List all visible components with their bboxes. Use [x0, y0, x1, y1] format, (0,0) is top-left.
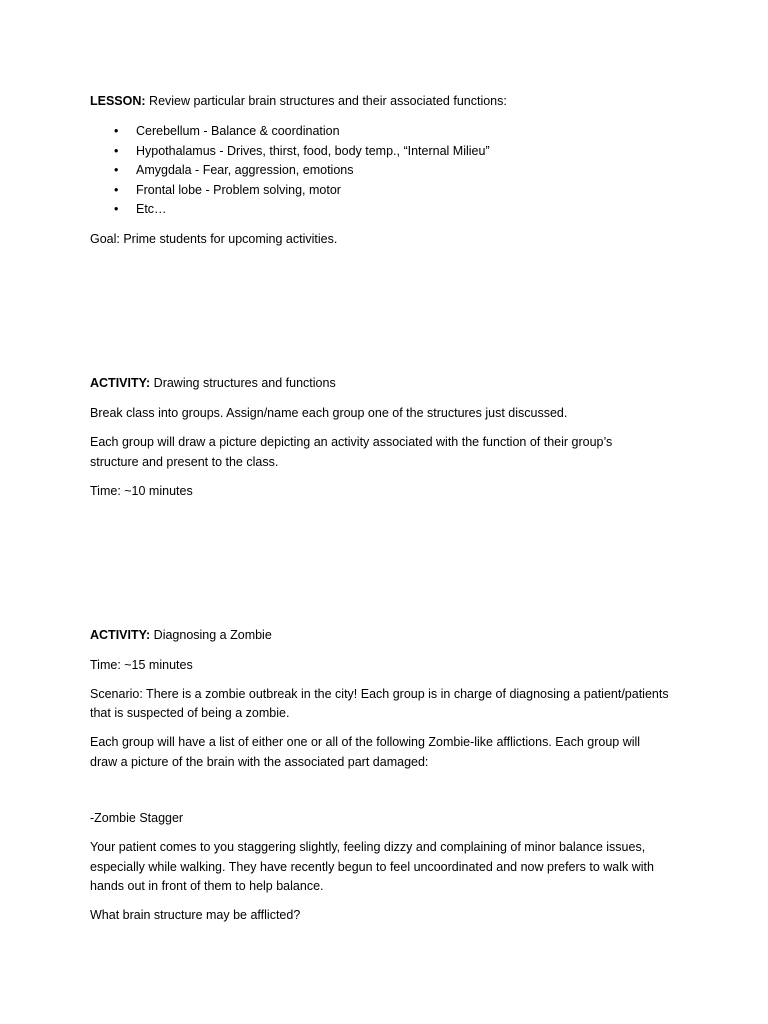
brain-structures-list [90, 121, 490, 219]
list-item [90, 121, 490, 141]
bullet-icon: • [114, 202, 119, 216]
list-item-text: Etc… [136, 202, 167, 216]
list-item [90, 141, 490, 161]
zombie-stagger-question: What brain structure may be afflicted? [90, 908, 301, 922]
activity2-scenario-line2: that is suspected of being a zombie. [90, 706, 290, 720]
bullet-icon: • [114, 124, 119, 138]
lesson-goal: Goal: Prime students for upcoming activities. [90, 232, 338, 246]
activity2-heading [90, 625, 690, 645]
activity2-list-line1: Each group will have a list of either one or all of the following Zombie-like afflictions. Each group will [90, 735, 641, 749]
activity2-title: Diagnosing a Zombie [150, 628, 272, 642]
lesson-label: LESSON: [90, 94, 146, 108]
activity2-time: Time: ~15 minutes [90, 658, 193, 672]
zombie-stagger-heading: -Zombie Stagger [90, 811, 184, 825]
list-item-text: Frontal lobe - Problem solving, motor [136, 182, 341, 197]
document-page [90, 0, 690, 1024]
zombie-stagger-line2: especially while walking. They have recently begun to feel uncoordinated and now prefers to walk with [90, 860, 654, 874]
lesson-heading [90, 91, 690, 111]
list-item [90, 180, 490, 200]
list-item-text: Amygdala - Fear, aggression, emotions [136, 163, 354, 177]
activity2-list-line2: draw a picture of the brain with the associated part damaged: [90, 755, 429, 769]
list-item-text: Cerebellum - Balance & coordination [136, 124, 340, 138]
list-item-text: Hypothalamus - Drives, thirst, food, body temp., “Internal Milieu” [136, 143, 490, 158]
list-item [90, 199, 490, 219]
zombie-stagger-line1: Your patient comes to you staggering slightly, feeling dizzy and complaining of minor balance issues, [90, 840, 646, 854]
activity2-label: ACTIVITY: [90, 628, 151, 642]
activity1-instructions-line1: Each group will draw a picture depicting an activity associated with the function of their group’s [90, 435, 613, 449]
activity1-heading [90, 373, 690, 393]
activity1-groups-text: Break class into groups. Assign/name each group one of the structures just discussed. [90, 406, 568, 420]
activity1-label: ACTIVITY: [90, 376, 151, 390]
activity2-scenario-line1: Scenario: There is a zombie outbreak in the city! Each group is in charge of diagnosing a patient/patients [90, 687, 669, 701]
zombie-stagger-line3: hands out in front of them to help balance. [90, 879, 324, 893]
bullet-icon: • [114, 143, 119, 158]
activity1-title: Drawing structures and functions [150, 376, 336, 390]
lesson-text: Review particular brain structures and their associated functions: [145, 94, 507, 108]
bullet-icon: • [114, 163, 119, 177]
activity1-time: Time: ~10 minutes [90, 484, 193, 498]
bullet-icon: • [114, 182, 119, 197]
list-item [90, 160, 490, 180]
activity1-instructions-line2: structure and present to the class. [90, 455, 279, 469]
